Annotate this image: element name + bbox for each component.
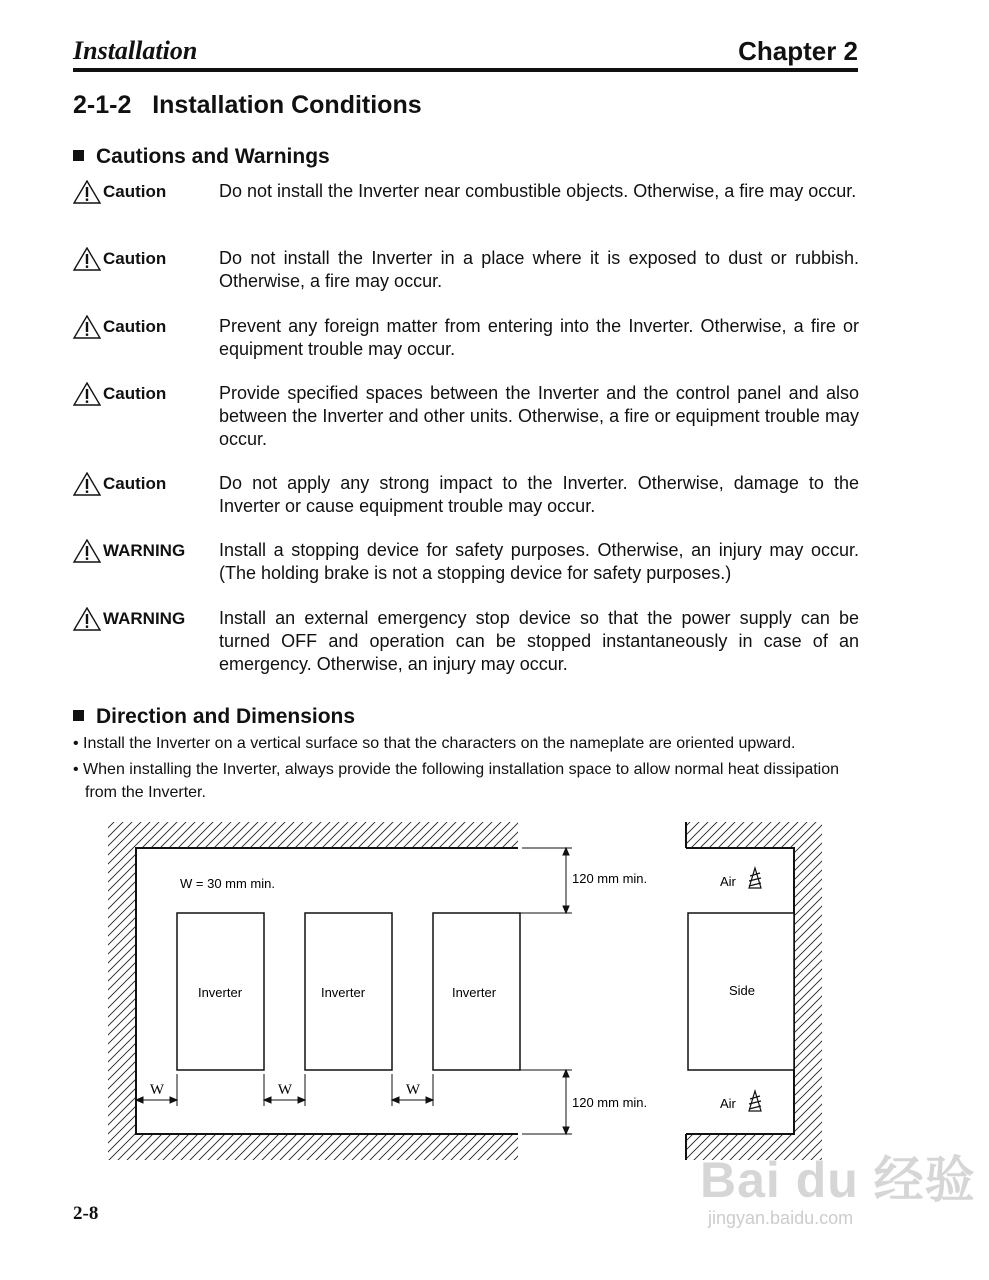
- w-label: W: [149, 1082, 165, 1098]
- airflow-arrow-icon: [749, 868, 761, 888]
- warning-label: WARNING: [73, 539, 185, 563]
- w-label: W: [405, 1082, 421, 1098]
- top-clearance-label: 120 mm min.: [572, 871, 648, 886]
- air-label-top: Air: [720, 874, 736, 889]
- side-label: Side: [728, 983, 756, 998]
- caution-text: Prevent any foreign matter from entering into the Inverter. Otherwise, a fire or equipment trouble may occur.: [219, 316, 859, 359]
- inverter-label: Inverter: [451, 985, 497, 1000]
- bullet-item: • Install the Inverter on a vertical surface so that the characters on the nameplate are oriented upward.: [73, 735, 796, 752]
- bottom-clearance-label: 120 mm min.: [572, 1095, 648, 1110]
- page-title: 2-1-2 Installation Conditions: [73, 91, 422, 119]
- direction-heading: Direction and Dimensions: [73, 705, 355, 729]
- caution-text: Do not install the Inverter near combustible objects. Otherwise, a fire may occur.: [219, 181, 857, 201]
- header-chapter: Chapter 2: [738, 36, 858, 66]
- watermark-url: jingyan.baidu.com: [708, 1208, 854, 1228]
- caution-text: Do not install the Inverter in a place where it is exposed to dust or rubbish. Otherwise, a fire may occur.: [219, 248, 859, 291]
- caution-label: Caution: [73, 382, 166, 406]
- page-number: 2-8: [73, 1203, 99, 1224]
- caution-text: Do not apply any strong impact to the Inverter. Otherwise, damage to the Inverter or cause equipment trouble may occur.: [219, 473, 859, 516]
- caution-text: Provide specified spaces between the Inverter and the control panel and also between the Inverter and other units. Otherwise, a fire or equipment trouble may occur.: [219, 383, 859, 449]
- watermark-logo: Bai du 经验: [700, 1152, 976, 1208]
- caution-label: Caution: [73, 180, 166, 204]
- caution-label: Caution: [73, 247, 166, 271]
- air-label-bottom: Air: [720, 1096, 736, 1111]
- warning-text: Install a stopping device for safety purposes. Otherwise, an injury may occur. (The holding brake is not a stopping device for safety purposes.): [219, 540, 859, 583]
- warning-text: Install an external emergency stop device so that the power supply can be turned OFF and operation can be stopped instantaneously in case of an emergency. Otherwise, an injury may occur.: [219, 608, 859, 674]
- caution-label: Caution: [73, 472, 166, 496]
- bullet-item: • When installing the Inverter, always provide the following installation space to allow normal heat dissipation from the Inverter.: [73, 761, 840, 801]
- caution-label: Caution: [73, 315, 166, 339]
- clearance-dimension-marks: [520, 848, 572, 1134]
- inverter-label: Inverter: [197, 985, 243, 1000]
- w-label: W: [277, 1082, 293, 1098]
- warning-label: WARNING: [73, 607, 185, 631]
- cautions-heading: Cautions and Warnings: [73, 145, 330, 169]
- inverter-label: Inverter: [320, 985, 366, 1000]
- w-spec-label: W = 30 mm min.: [180, 876, 275, 891]
- airflow-arrow-icon: [749, 1091, 761, 1111]
- header-section-title: Installation: [73, 36, 198, 65]
